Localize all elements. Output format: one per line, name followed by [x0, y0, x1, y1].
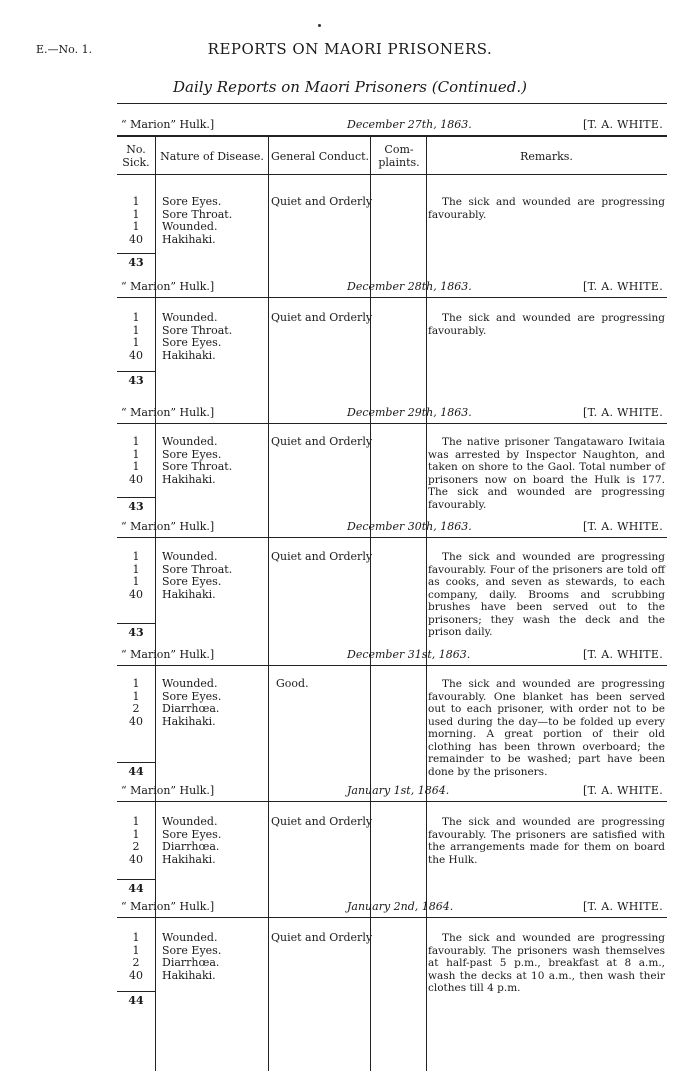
- officer-signature: [T. A. WHITE.: [583, 406, 663, 419]
- section-rule: [117, 297, 667, 298]
- disease-name: Sore Throat.: [162, 207, 233, 221]
- report-date: December 27th, 1863.: [347, 118, 472, 131]
- sick-count-list: [117, 932, 155, 982]
- sick-count: 40: [129, 852, 143, 866]
- disease-name: Hakihaki.: [162, 968, 216, 982]
- report-header: [117, 648, 667, 664]
- column-divider: [426, 137, 427, 1071]
- officer-signature: [T. A. WHITE.: [583, 784, 663, 797]
- sick-count: 1: [132, 815, 140, 828]
- hulk-label: “ Marion” Hulk.]: [121, 520, 215, 533]
- sick-count: 1: [132, 562, 140, 576]
- document-reference: E.—No. 1.: [36, 43, 93, 56]
- sick-count-list: [117, 816, 155, 866]
- sick-count: 1: [132, 931, 140, 944]
- hulk-label: “ Marion” Hulk.]: [121, 784, 215, 797]
- sick-count: 40: [129, 348, 143, 362]
- top-rule: [117, 103, 667, 104]
- disease-name: Sore Eyes.: [162, 943, 222, 957]
- total-rule: [117, 371, 155, 372]
- sick-total: 44: [128, 994, 144, 1007]
- column-header-no-sick: No. Sick.: [122, 143, 150, 169]
- disease-list: [162, 196, 272, 246]
- column-header-nature: Nature of Disease.: [160, 150, 264, 163]
- disease-name: Sore Eyes.: [162, 336, 222, 349]
- section-rule: [117, 537, 667, 538]
- report-header: [117, 900, 667, 916]
- remarks-text: The sick and wounded are progressing favourably. The prisoners wash themselves at half-past 5 p.m., breakfast at 8 a.m., wash the decks at 10 a.m., then wash their clothes till 4 p.m.: [428, 932, 665, 994]
- officer-signature: [T. A. WHITE.: [583, 900, 663, 913]
- disease-name: Wounded.: [162, 435, 218, 448]
- disease-name: Hakihaki.: [162, 587, 216, 601]
- report-header: [117, 118, 667, 134]
- section-rule: [117, 135, 667, 136]
- disease-name: Sore Eyes.: [162, 689, 222, 703]
- disease-name: Diarrhœa.: [162, 702, 220, 715]
- page-subtitle: Daily Reports on Maori Prisoners (Continued.): [172, 78, 528, 96]
- disease-name: Diarrhœa.: [162, 956, 220, 969]
- sick-count: 1: [132, 689, 140, 703]
- disease-name: Hakihaki.: [162, 232, 216, 246]
- remarks-text: The sick and wounded are progressing favourably. Four of the prisoners are told off as cooks, and seven as stewards, to each company, daily. Brooms and scrubbing brushes have been served out to the prisoners; they wash the deck and the prison daily.: [428, 551, 665, 638]
- disease-name: Sore Throat.: [162, 460, 233, 473]
- sick-count-list: [117, 196, 155, 246]
- sick-count-list: [117, 312, 155, 362]
- sick-count-list: [117, 678, 155, 728]
- sick-count-list: [117, 436, 155, 486]
- disease-list: [162, 436, 272, 486]
- disease-name: Wounded.: [162, 550, 218, 563]
- disease-list: [162, 816, 272, 866]
- general-conduct: Good.: [276, 677, 309, 690]
- sick-count: 1: [132, 943, 140, 957]
- sick-count: 40: [129, 968, 143, 982]
- sick-count: 40: [129, 232, 143, 246]
- disease-list: [162, 312, 272, 362]
- officer-signature: [T. A. WHITE.: [583, 118, 663, 131]
- general-conduct: Quiet and Orderly: [271, 815, 373, 828]
- sick-count: 1: [132, 447, 140, 461]
- report-header: [117, 784, 667, 800]
- general-conduct: Quiet and Orderly: [271, 550, 373, 563]
- disease-name: Wounded.: [162, 220, 218, 233]
- report-header: [117, 520, 667, 536]
- disease-name: Sore Eyes.: [162, 195, 222, 208]
- hulk-label: “ Marion” Hulk.]: [121, 648, 215, 661]
- sick-count: 1: [132, 550, 140, 563]
- disease-name: Hakihaki.: [162, 348, 216, 362]
- disease-list: [162, 551, 272, 601]
- general-conduct: Quiet and Orderly: [271, 311, 373, 324]
- total-rule: [117, 879, 155, 880]
- disease-name: Wounded.: [162, 815, 218, 828]
- sick-count: 2: [132, 956, 140, 969]
- sick-total: 43: [128, 626, 144, 639]
- disease-name: Sore Throat.: [162, 562, 233, 576]
- total-rule: [117, 253, 155, 254]
- remarks-text: The sick and wounded are progressing favourably. The prisoners are satisfied with the arrangements made for them on board the Hulk.: [428, 816, 665, 866]
- sick-count: 1: [132, 336, 140, 349]
- sick-count: 1: [132, 323, 140, 337]
- report-date: December 28th, 1863.: [347, 280, 472, 293]
- sick-count: 2: [132, 702, 140, 715]
- report-header: [117, 280, 667, 296]
- section-rule: [117, 423, 667, 424]
- sick-total: 44: [128, 765, 144, 778]
- sick-count: 1: [132, 677, 140, 690]
- column-header-complaints: Com- plaints.: [378, 143, 420, 169]
- sick-total: 43: [128, 256, 144, 269]
- disease-name: Sore Eyes.: [162, 827, 222, 841]
- disease-name: Hakihaki.: [162, 852, 216, 866]
- page-mark: [318, 24, 321, 27]
- general-conduct: Quiet and Orderly: [271, 931, 373, 944]
- header-rule-top: [117, 136, 667, 137]
- disease-name: Sore Throat.: [162, 323, 233, 337]
- total-rule: [117, 991, 155, 992]
- report-date: December 31st, 1863.: [347, 648, 471, 661]
- sick-count: 1: [132, 207, 140, 221]
- column-header-remarks: Remarks.: [520, 150, 573, 163]
- remarks-text: The sick and wounded are progressing favourably.: [428, 312, 665, 337]
- page-title: REPORTS ON MAORI PRISONERS.: [207, 40, 493, 58]
- sick-total: 44: [128, 882, 144, 895]
- sick-count: 1: [132, 827, 140, 841]
- column-header-conduct: General Conduct.: [270, 150, 370, 163]
- disease-name: Hakihaki.: [162, 714, 216, 728]
- sick-count: 40: [129, 714, 143, 728]
- total-rule: [117, 623, 155, 624]
- column-divider: [268, 137, 269, 1071]
- sick-count: 1: [132, 460, 140, 473]
- sick-total: 43: [128, 500, 144, 513]
- sick-count: 1: [132, 435, 140, 448]
- total-rule: [117, 497, 155, 498]
- general-conduct: Quiet and Orderly: [271, 435, 373, 448]
- disease-list: [162, 678, 272, 728]
- disease-name: Hakihaki.: [162, 472, 216, 486]
- sick-count: 40: [129, 472, 143, 486]
- hulk-label: “ Marion” Hulk.]: [121, 118, 215, 131]
- disease-name: Wounded.: [162, 677, 218, 690]
- sick-count: 1: [132, 311, 140, 324]
- column-divider: [155, 137, 156, 1071]
- sick-count: 1: [132, 575, 140, 588]
- remarks-text: The sick and wounded are progressing favourably.: [428, 196, 665, 221]
- disease-name: Diarrhœa.: [162, 840, 220, 853]
- sick-count-list: [117, 551, 155, 601]
- hulk-label: “ Marion” Hulk.]: [121, 406, 215, 419]
- disease-name: Sore Eyes.: [162, 447, 222, 461]
- total-rule: [117, 762, 155, 763]
- remarks-text: The native prisoner Tangatawaro Iwitaia was arrested by Inspector Naughton, and taken on shore to the Gaol. Total number of prisoners now on board the Hulk is 177. The sick and wounded are progressing favourably.: [428, 436, 665, 511]
- officer-signature: [T. A. WHITE.: [583, 520, 663, 533]
- header-rule-bottom: [117, 174, 667, 175]
- sick-total: 43: [128, 374, 144, 387]
- report-date: January 2nd, 1864.: [347, 900, 454, 913]
- remarks-text: The sick and wounded are progressing favourably. One blanket has been served out to each prisoner, with order not to be used during the day—to be folded up every morning. A great portion of their old clothing has been thrown overboard; the remainder to be washed; part have been done by the prisoners.: [428, 678, 665, 778]
- hulk-label: “ Marion” Hulk.]: [121, 280, 215, 293]
- disease-name: Sore Eyes.: [162, 575, 222, 588]
- section-rule: [117, 665, 667, 666]
- disease-name: Wounded.: [162, 931, 218, 944]
- sick-count: 1: [132, 220, 140, 233]
- sick-count: 40: [129, 587, 143, 601]
- report-date: December 29th, 1863.: [347, 406, 472, 419]
- sick-count: 1: [132, 195, 140, 208]
- section-rule: [117, 801, 667, 802]
- general-conduct: Quiet and Orderly: [271, 195, 373, 208]
- report-header: [117, 406, 667, 422]
- disease-name: Wounded.: [162, 311, 218, 324]
- sick-count: 2: [132, 840, 140, 853]
- officer-signature: [T. A. WHITE.: [583, 280, 663, 293]
- report-date: December 30th, 1863.: [347, 520, 472, 533]
- section-rule: [117, 917, 667, 918]
- disease-list: [162, 932, 272, 982]
- hulk-label: “ Marion” Hulk.]: [121, 900, 215, 913]
- report-date: January 1st, 1864.: [347, 784, 450, 797]
- officer-signature: [T. A. WHITE.: [583, 648, 663, 661]
